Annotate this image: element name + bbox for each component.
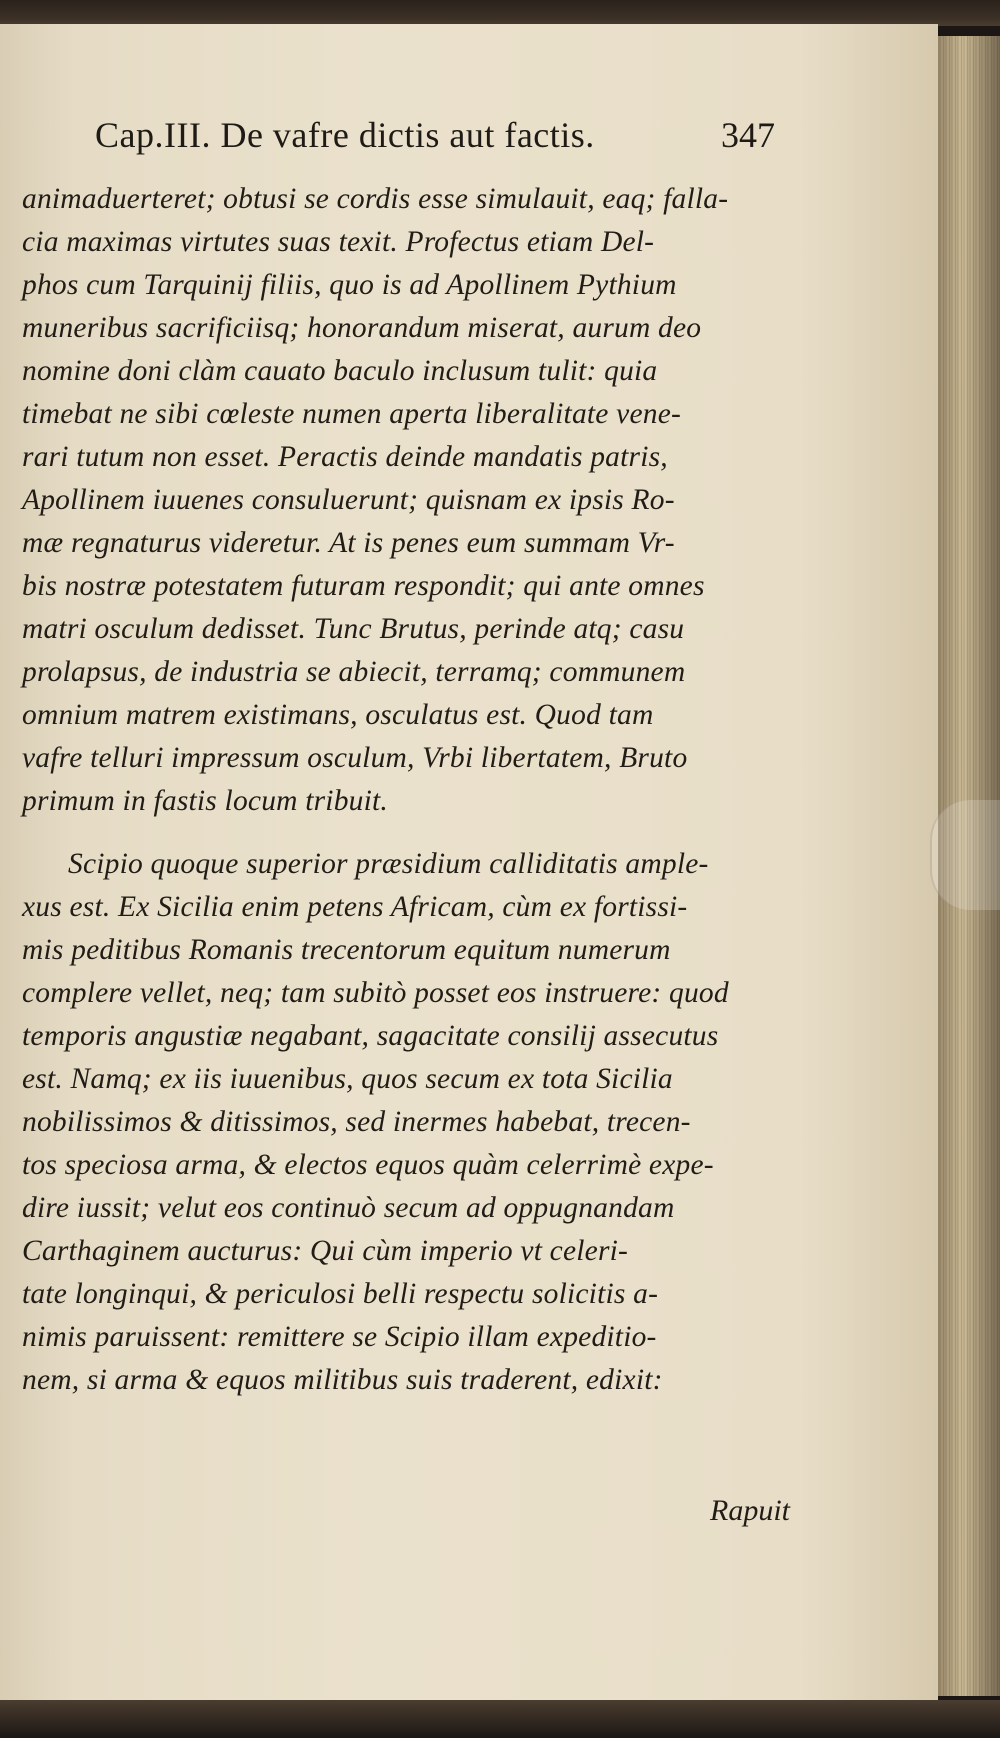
text-line: rari tutum non esset. Peractis deinde mandatis patris, <box>22 441 668 473</box>
book-top-edge <box>0 0 1000 26</box>
text-line: vafre telluri impressum osculum, Vrbi libertatem, Bruto <box>22 742 688 774</box>
text-line: phos cum Tarquinij filiis, quo is ad Apollinem Pythium <box>22 269 677 301</box>
text-line: temporis angustiæ negabant, sagacitate consilij assecutus <box>22 1020 719 1052</box>
paragraph-1 <box>22 178 822 823</box>
page-tab-mark <box>930 800 1000 910</box>
text-line: muneribus sacrificiisq; honorandum miserat, aurum deo <box>22 312 702 344</box>
book-bottom-edge <box>0 1700 1000 1738</box>
text-line: dire iussit; velut eos continuò secum ad oppugnandam <box>22 1192 675 1224</box>
text-line: prolapsus, de industria se abiecit, terramq; communem <box>22 656 686 688</box>
text-line: est. Namq; ex iis iuuenibus, quos secum ex tota Sicilia <box>22 1063 673 1095</box>
body-text <box>22 178 822 1402</box>
chapter-title: Cap.III. De vafre dictis aut factis. <box>95 115 595 155</box>
text-line: cia maximas virtutes suas texit. Profectus etiam Del- <box>22 226 655 258</box>
text-line: omnium matrem existimans, osculatus est. Quod tam <box>22 699 654 731</box>
text-line: mæ regnaturus videretur. At is penes eum summam Vr- <box>22 527 675 559</box>
text-line: nobilissimos & ditissimos, sed inermes habebat, trecen- <box>22 1106 691 1138</box>
text-line: complere vellet, neq; tam subitò posset eos instruere: quod <box>22 977 729 1009</box>
text-line: matri osculum dedisset. Tunc Brutus, perinde atq; casu <box>22 613 685 645</box>
text-line: nimis paruissent: remittere se Scipio illam expeditio- <box>22 1321 657 1353</box>
text-line: tate longinqui, & periculosi belli respectu solicitis a- <box>22 1278 659 1310</box>
text-line: bis nostræ potestatem futuram respondit; qui ante omnes <box>22 570 705 602</box>
text-line: Scipio quoque superior præsidium calliditatis ample- <box>68 848 709 880</box>
catchword: Rapuit <box>710 1494 790 1527</box>
running-head <box>95 114 775 164</box>
page-number: 347 <box>721 115 775 155</box>
text-line: tos speciosa arma, & electos equos quàm celerrimè expe- <box>22 1149 714 1181</box>
text-line: timebat ne sibi cœleste numen aperta liberalitate vene- <box>22 398 682 430</box>
text-line: nomine doni clàm cauato baculo inclusum tulit: quia <box>22 355 658 387</box>
text-line: primum in fastis locum tribuit. <box>22 785 388 817</box>
text-line: Apollinem iuuenes consuluerunt; quisnam ex ipsis Ro- <box>22 484 675 516</box>
text-line: Carthaginem aucturus: Qui cùm imperio vt celeri- <box>22 1235 629 1267</box>
text-line: xus est. Ex Sicilia enim petens Africam, cùm ex fortissi- <box>22 891 688 923</box>
text-line: mis peditibus Romanis trecentorum equitum numerum <box>22 934 671 966</box>
paragraph-2 <box>22 843 822 1402</box>
text-line: nem, si arma & equos militibus suis traderent, edixit: <box>22 1364 663 1396</box>
text-line: animaduerteret; obtusi se cordis esse simulauit, eaq; falla- <box>22 183 729 215</box>
